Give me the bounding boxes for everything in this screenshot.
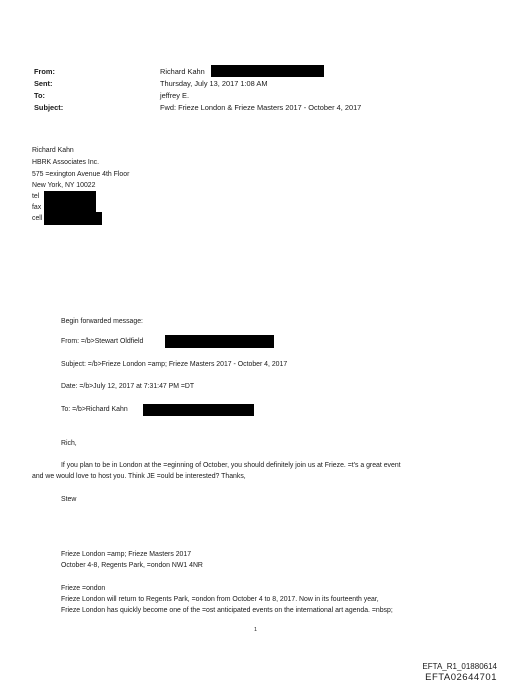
- redaction-box: [165, 335, 274, 348]
- signature-address: 575 =exington Avenue 4th Floor: [32, 171, 130, 178]
- signature-company: HBRK Associates Inc.: [32, 159, 100, 166]
- from-value: Richard Kahn: [160, 67, 205, 76]
- footer-ref-1: EFTA_R1_01880614: [422, 662, 497, 671]
- redaction-box: [44, 191, 96, 202]
- sent-label: Sent:: [34, 79, 53, 88]
- greeting: Rich,: [61, 440, 77, 447]
- sent-value: Thursday, July 13, 2017 1:08 AM: [160, 79, 268, 88]
- signature-fax-label: fax: [32, 204, 42, 211]
- redaction-box: [44, 212, 102, 225]
- redaction-box: [143, 404, 254, 416]
- signature-cell-label: cell: [32, 215, 43, 222]
- to-value: jeffrey E.: [160, 91, 190, 100]
- signature-tel-label: tel: [32, 193, 40, 200]
- event-section-title: Frieze =ondon: [61, 585, 106, 592]
- signature-name: Richard Kahn: [32, 147, 74, 154]
- footer-ref-2: EFTA02644701: [425, 672, 497, 683]
- forwarded-subject: Subject: =/b>Frieze London =amp; Frieze Masters 2017 - October 4, 2017: [61, 361, 288, 368]
- body-line: If you plan to be in London at the =eginning of October, you should definitely join us at Frieze. =t's a great event: [61, 462, 401, 469]
- page-number: 1: [254, 627, 258, 633]
- to-label: To:: [34, 91, 45, 100]
- signature-city: New York, NY 10022: [32, 182, 96, 189]
- subject-label: Subject:: [34, 103, 64, 112]
- subject-value: Fwd: Frieze London & Frieze Masters 2017 - October 4, 2017: [160, 103, 362, 112]
- from-label: From:: [34, 67, 55, 76]
- forwarded-to: To: =/b>Richard Kahn: [61, 406, 128, 413]
- event-description-line: Frieze London has quickly become one of the =ost anticipated events on the international art agenda. =nbsp;: [61, 607, 393, 614]
- event-title: Frieze London =amp; Frieze Masters 2017: [61, 551, 192, 558]
- body-line: and we would love to host you. Think JE =ould be interested? Thanks,: [32, 473, 246, 480]
- redaction-box: [211, 65, 324, 77]
- forwarded-from: From: =/b>Stewart Oldfield: [61, 338, 144, 345]
- forwarded-intro: Begin forwarded message:: [61, 318, 143, 325]
- forwarded-date: Date: =/b>July 12, 2017 at 7:31:47 PM =DT: [61, 383, 195, 390]
- event-description-line: Frieze London will return to Regents Park, =ondon from October 4 to 8, 2017. Now in its fourteenth year,: [61, 596, 379, 603]
- signoff: Stew: [61, 496, 77, 503]
- event-dates-location: October 4-8, Regents Park, =ondon NW1 4NR: [61, 562, 203, 569]
